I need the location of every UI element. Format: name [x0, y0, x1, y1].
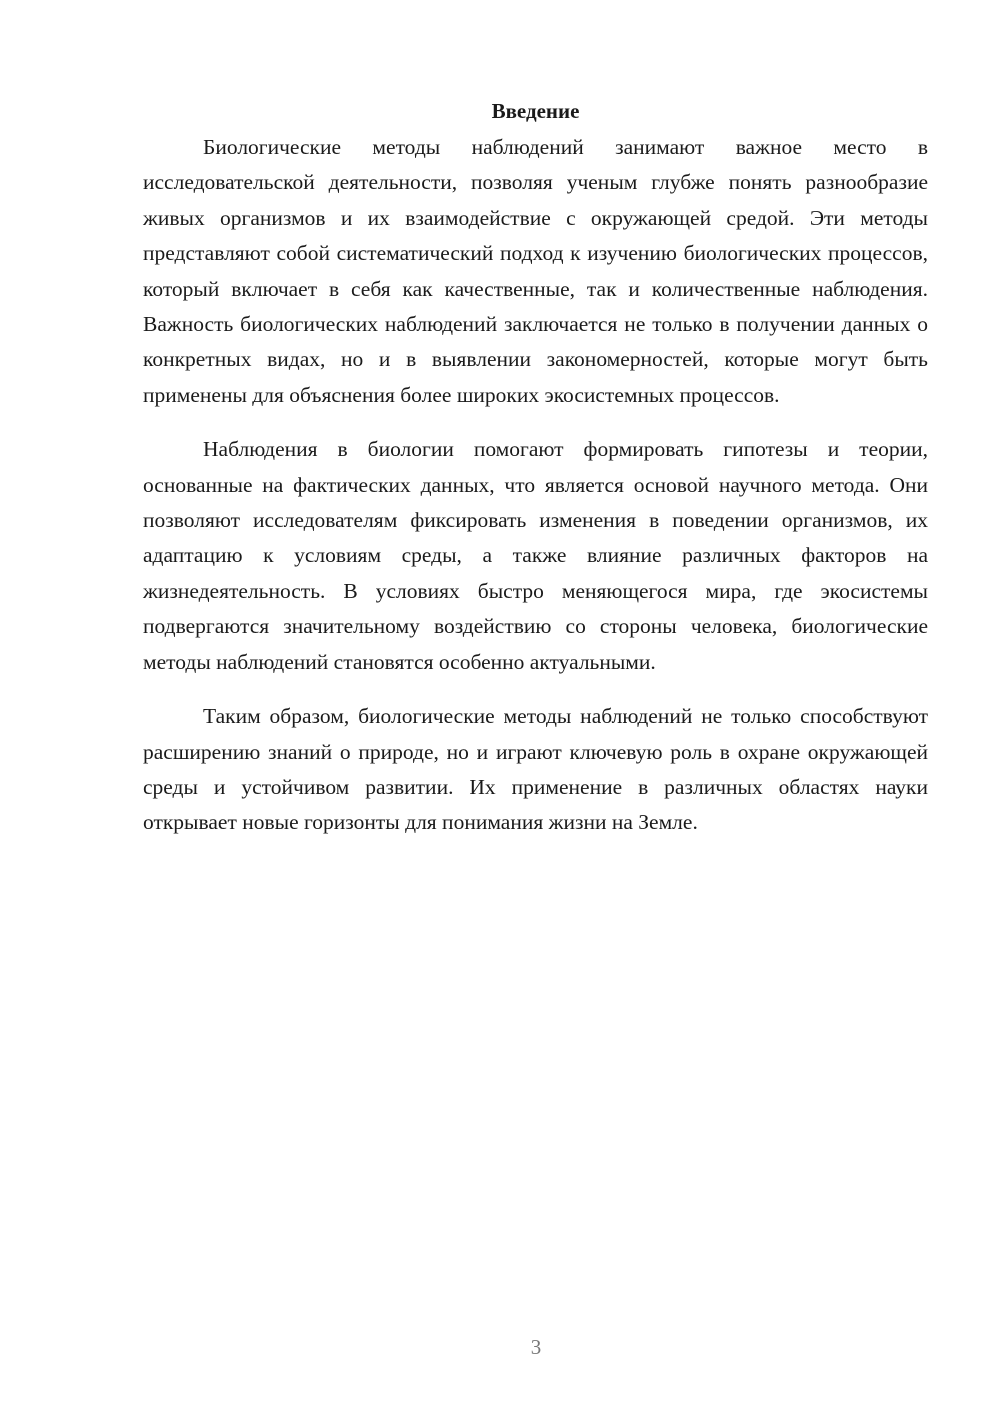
- paragraph-3: Таким образом, биологические методы наблюдений не только способствуют расширению знаний о природе, но и играют ключевую роль в охране окружающей среды и устойчивом развитии. Их применение в различных областях науки открывает новые горизонты для понимания жизни на Земле.: [143, 704, 928, 835]
- page-number: 3: [530, 1335, 542, 1359]
- paragraph-1: Биологические методы наблюдений занимают важное место в исследовательской деятельности, позволяя ученым глубже понять разнообразие живых организмов и их взаимодействие с окружающей средой. Эти методы представляют собой систематический подход к изучению биологических процессов, который включает в себя как качественные, так и количественные наблюдения. Важность биологических наблюдений заключается не только в получении данных о конкретных видах, но и в выявлении закономерностей, которые могут быть применены для объяснения более широких экосистемных процессов.: [143, 135, 928, 407]
- section-title: Введение: [491, 99, 580, 123]
- paragraph-2: Наблюдения в биологии помогают формировать гипотезы и теории, основанные на фактических данных, что является основой научного метода. Они позволяют исследователям фиксировать изменения в поведении организмов, их адаптацию к условиям среды, а также влияние различных факторов на жизнедеятельность. В условиях быстро меняющегося мира, где экосистемы подвергаются значительному воздействию со стороны человека, биологические методы наблюдений становятся особенно актуальными.: [143, 437, 928, 674]
- page-content: [143, 96, 928, 860]
